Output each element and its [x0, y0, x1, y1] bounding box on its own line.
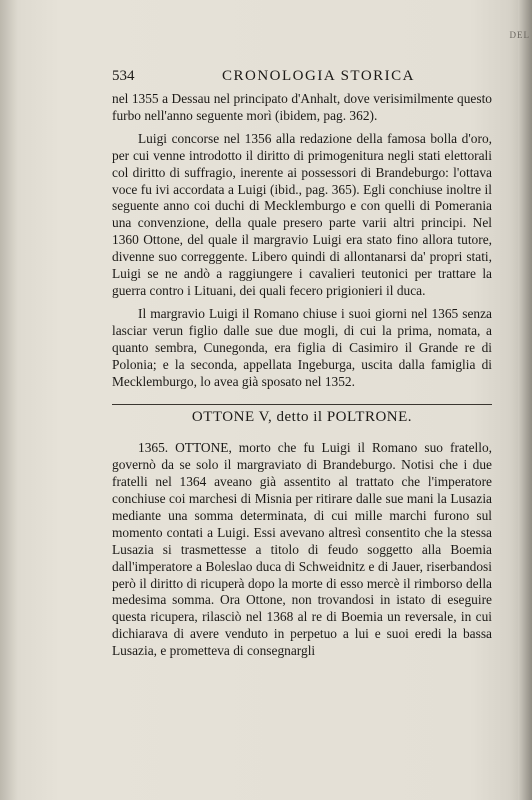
paragraph: nel 1355 a Dessau nel principato d'Anhalt, dove verisimilmente questo furbo nell'anno seguente morì (ibidem, pag. 362). — [112, 91, 492, 123]
page-header — [112, 68, 492, 88]
facing-page-edge-text: DEL — [509, 30, 530, 40]
page-number: 534 — [112, 68, 135, 84]
section-title: OTTONE V, detto il POLTRONE. — [112, 404, 492, 426]
paragraph: 1365. OTTONE, morto che fu Luigi il Romano suo fratello, governò da se solo il margraviato di Brandeburgo. Notisi che i due fratelli nel 1364 aveano già assentito al trattato che l'imperatore conchiuse coi marchesi di Misnia per ritirare dalle sue mani la Lusazia mediante una somma determinata, di cui mille marchi furono sul momento contati a Luigi. Essi avevano altresì consentito che la stessa Lusazia si trasmettesse a titolo di feudo soggetto alla Boemia dall'imperatore a Boleslao duca di Schweidnitz e di Jauer, riserbandosi però il diritto di ricuperà dopo la morte di esso mercè il rimborso della medesima somma. Ora Ottone, non trovandosi in istato di eseguire questa ricupera, rilasciò nel 1368 al re di Boemia un reversale, in cui dichiarava di avere venduto in perpetuo a lui e suoi eredi la bassa Lusazia, e prometteva di consegnargli — [112, 440, 492, 659]
book-spine — [509, 0, 532, 800]
paragraph: Luigi concorse nel 1356 alla redazione della famosa bolla d'oro, per cui venne introdotto il diritto di primogenitura negli stati elettorali col diritto di suffragio, inerente ai possessori di Brandeburgo: l'ottava voce fu ivi accordata a Luigi (ibid., pag. 365). Egli conchiuse inoltre il seguente anno coi duchi di Mecklemburgo e con quelli di Pomerania una convenzione, della quale presero parte varii altri principi. Nel 1360 Ottone, del quale il margravio Luigi era stato fino allora tutore, divenne suo correggente. Libero quindi di allontanarsi da' propri stati, Luigi se ne andò a raggiungere i cavalieri teutonici per trattare la guerra contro i Lituani, dei quali fecero prigionieri il duca. — [112, 130, 492, 298]
body-text — [112, 91, 492, 666]
running-title: CRONOLOGIA STORICA — [222, 68, 415, 84]
paragraph: Il margravio Luigi il Romano chiuse i suoi giorni nel 1365 senza lasciar verun figlio dalle sue due mogli, di cui la prima, nomata, a quanto sembra, Cunegonda, era figlia di Casimiro il Grande re di Polonia; e la seconda, appellata Ingeburga, uscita dalla famiglia di Mecklemburgo, lo avea già sposato nel 1352. — [112, 305, 492, 389]
